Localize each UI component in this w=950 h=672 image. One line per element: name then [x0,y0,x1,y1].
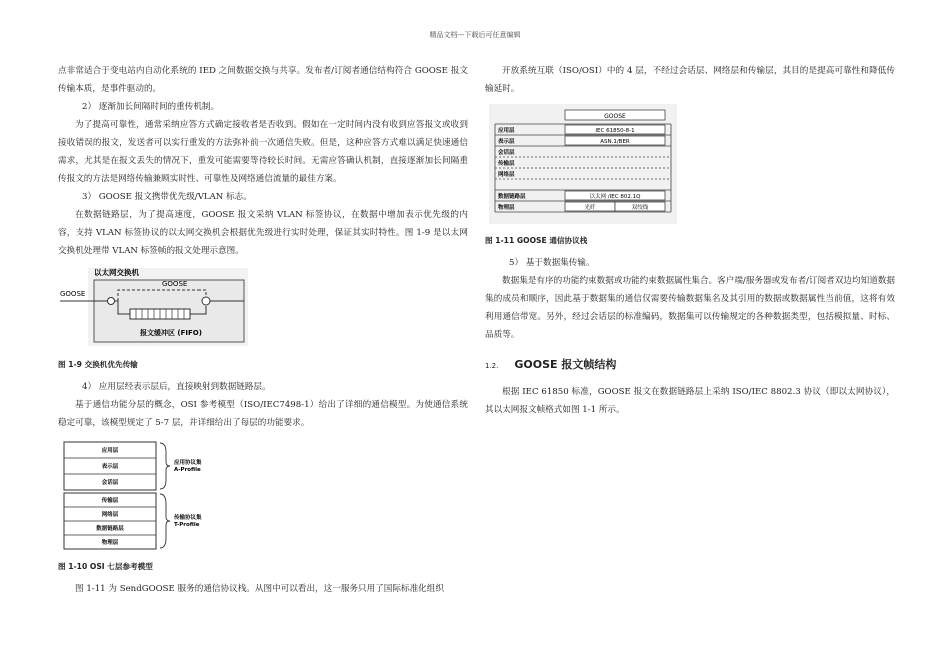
page-header: 精品文档---下载后可任意编辑 [429,31,521,39]
figure-osi-model [58,438,468,552]
stack-layer: 网络层 [498,172,515,178]
goose-stack-diagram [485,102,895,226]
stack-layer: 会话层 [498,150,515,156]
t-profile-en: T-Profile [174,522,200,528]
osi-layer: 物理层 [101,540,119,546]
stack-layer: 物理层 [498,205,515,211]
figure-caption: 图 1-11 GOOSE 通信协议栈 [485,236,588,245]
stack-protocol: 以太网 /IEC 802.1Q [589,194,641,200]
section-number: 1.2. [485,362,499,370]
output-port-icon [202,297,210,305]
goose-input-label: GOOSE [60,290,86,298]
stack-layer: 数据链路层 [498,194,526,200]
stack-layer: 表示层 [498,139,515,145]
figure-caption: 图 1-9 交换机优先传输 [58,360,138,369]
paragraph: 点非常适合于变电站内自动化系统的 IED 之间数据交换与共享。发布者/订阅者通信结构符合 GOOSE 报文传输本质，是事件驱动的。 [58,66,468,94]
figure-goose-stack [485,102,895,226]
paragraph: 根据 IEC 61850 标准，GOOSE 报文在数据链路层上采纳 ISO/IEC 8802.3 协议（即以太网协议），其以太网报文帧格式如图 1-1 所示。 [485,387,895,415]
stack-protocol: 光纤 [584,205,596,211]
section-heading [485,356,895,375]
brace-icon [160,494,170,548]
stack-protocol: IEC 61850-8-1 [595,128,635,134]
a-profile-cn: 应用协议集 [174,460,202,466]
right-column [485,62,895,419]
goose-top: GOOSE [604,113,626,120]
figure-caption: 图 1-10 OSI 七层参考模型 [58,562,153,571]
paragraph: 数据集是有序的功能约束数据或功能约束数据属性集合。客户端/服务器或发布者/订阅者双边均知道数据集的成员和顺序，因此基于数据集的通信仅需要传输数据集名及其引用的数据或数据属性当前值，这将有效利用通信带宽。另外，经过会话层的标准编码，数据集可以传输规定的各种数据类型，包括模拟量、时标、品质等。 [485,276,895,340]
goose-output-label: GOOSE [162,280,188,288]
switch-priority-diagram [58,264,468,350]
osi-layer: 数据链路层 [96,526,124,532]
paragraph: 图 1-11 为 SendGOOSE 服务的通信协议栈。从图中可以看出，这一服务只用了国际标准化组织 [75,584,444,594]
list-item: 3） GOOSE 报文携带优先级/VLAN 标志。 [82,192,252,202]
paragraph: 开放系统互联（ISO/OSI）中的 4 层，不经过会话层、网络层和传输层，其目的是提高可靠性和降低传输延时。 [485,66,895,94]
figure-switch-priority [58,264,468,350]
a-profile-en: A-Profile [174,467,201,473]
stack-protocol: ASN.1/BER [600,139,630,145]
osi-model-diagram [58,438,468,552]
stack-layer: 应用层 [498,128,515,134]
brace-icon [160,443,170,489]
list-item: 2） 逐渐加长间隔时间的重传机制。 [82,102,220,112]
stack-protocol: 双绞线 [631,205,649,211]
paragraph: 为了提高可靠性，通常采纳应答方式确定接收者是否收到。假如在一定时间内没有收到应答报文或收到接收错误的报文，发送者可以实行重发的方法弥补前一次通信失败。但是，这种应答方式难以满足快速通信需求，尤其是在报文丢失的情况下，重发可能需要等待较长时间。无需应答确认机制，直接逐渐加长间隔重传报文的方法是网络传输兼顾实时性、可靠性及网络通信流量的最佳方案。 [58,120,468,184]
t-profile-cn: 传输协议集 [174,515,202,521]
paragraph: 在数据链路层，为了提高速度，GOOSE 报文采纳 VLAN 标签协议，在数据中增加表示优先级的内容，支持 VLAN 标签协议的以太网交换机会根据优先级进行实时处理，保证其实时特性。图 1-9 是以太网交换机处理带 VLAN 标签帧的报文处理示意图。 [58,210,468,256]
switch-label: 以太网交换机 [94,268,139,277]
buffer-label: 报文缓冲区 (FIFO) [140,329,202,337]
osi-layer: 应用层 [101,448,119,454]
left-column [58,62,468,598]
section-title: GOOSE 报文帧结构 [514,358,617,371]
input-port-icon [108,298,115,305]
stack-layer: 传输层 [498,161,515,167]
list-item: 5） 基于数据集传输。 [509,258,595,268]
osi-layer: 表示层 [101,464,119,470]
paragraph: 基于通信功能分层的概念，OSI 参考模型（ISO/IEC7498-1）给出了详细的通信模型。为使通信系统稳定可靠，该模型规定了 5-7 层，并详细给出了每层的功能要求。 [58,400,468,428]
osi-layer: 传输层 [101,498,119,504]
list-item: 4） 应用层经表示层后，直接映射到数据链路层。 [82,382,271,392]
osi-layer: 会话层 [101,480,119,486]
osi-layer: 网络层 [101,512,119,518]
